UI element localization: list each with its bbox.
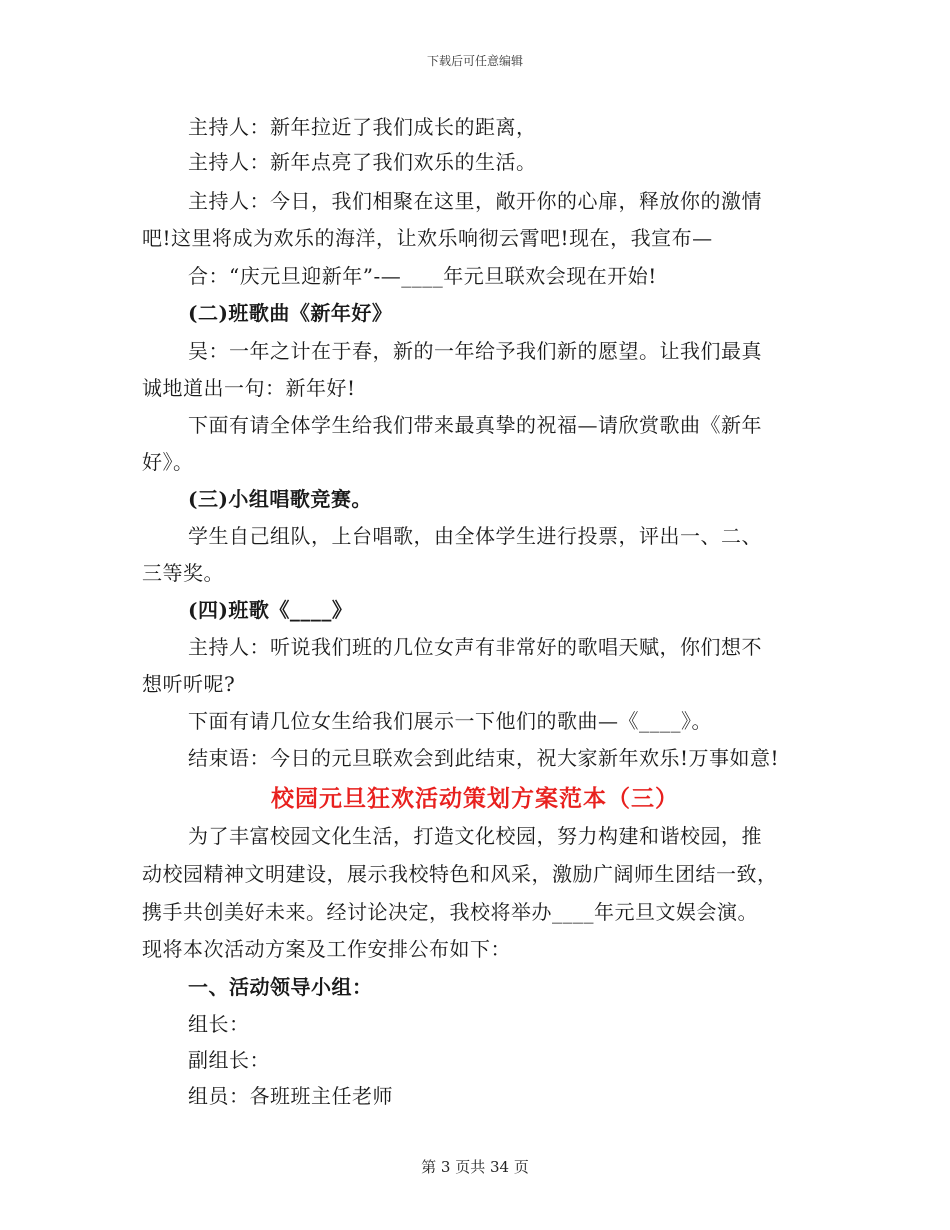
page-header: 下载后可任意编辑	[426, 54, 523, 68]
paragraph-line: 组员：各班班主任老师	[188, 1084, 393, 1108]
paragraph-line: 主持人：今日，我们相聚在这里，敞开你的心扉，释放你的激情	[188, 189, 762, 213]
paragraph-line: 合：“庆元旦迎新年”-—____年元旦联欢会现在开始!	[188, 264, 657, 288]
paragraph-line: 下面有请几位女生给我们展示一下他们的歌曲—《____》。	[188, 709, 712, 733]
paragraph-line: 学生自己组队，上台唱歌，由全体学生进行投票，评出一、二、	[188, 524, 762, 548]
paragraph-line: 三等奖。	[142, 561, 224, 585]
paragraph-line: 想听听呢?	[142, 672, 236, 696]
page-footer: 第 3 页共 34 页	[421, 1158, 529, 1176]
paragraph-line: 好》。	[142, 450, 194, 474]
paragraph-line: 主持人：听说我们班的几位女声有非常好的歌唱天赋，你们想不	[188, 635, 762, 659]
section-heading: (三)小组唱歌竞赛。	[188, 487, 372, 511]
paragraph-line: 主持人：新年点亮了我们欢乐的生活。	[188, 150, 537, 174]
paragraph-line: 动校园精神文明建设，展示我校特色和风采，激励广阔师生团结一致，	[142, 862, 778, 886]
paragraph-line: 结束语：今日的元旦联欢会到此结束，祝大家新年欢乐!万事如意!	[188, 746, 780, 770]
paragraph-line: 下面有请全体学生给我们带来最真挚的祝福—请欣赏歌曲《新年	[188, 413, 762, 437]
paragraph-line: 吧!这里将成为欢乐的海洋，让欢乐响彻云霄吧!现在，我宣布—	[142, 226, 713, 250]
paragraph-line: 副组长：	[188, 1048, 270, 1072]
paragraph-line: 为了丰富校园文化生活，打造文化校园，努力构建和谐校园，推	[188, 824, 762, 848]
section-heading: (二)班歌曲《新年好》	[188, 301, 393, 325]
paragraph-line: 现将本次活动方案及工作安排公布如下：	[142, 937, 511, 961]
paragraph-line: 诚地道出一句：新年好!	[142, 376, 356, 400]
paragraph-line: 组长：	[188, 1012, 250, 1036]
paragraph-line: 主持人：新年拉近了我们成长的距离，	[188, 115, 537, 139]
section-heading: (四)班歌《____》	[188, 598, 353, 622]
paragraph-line: 携手共创美好未来。经讨论决定，我校将举办____年元旦文娱会演。	[142, 900, 758, 924]
section-title: 校园元旦狂欢活动策划方案范本（三）	[271, 785, 679, 812]
paragraph-line: 吴：一年之计在于春，新的一年给予我们新的愿望。让我们最真	[188, 339, 762, 363]
section-heading: 一、活动领导小组：	[188, 975, 373, 999]
